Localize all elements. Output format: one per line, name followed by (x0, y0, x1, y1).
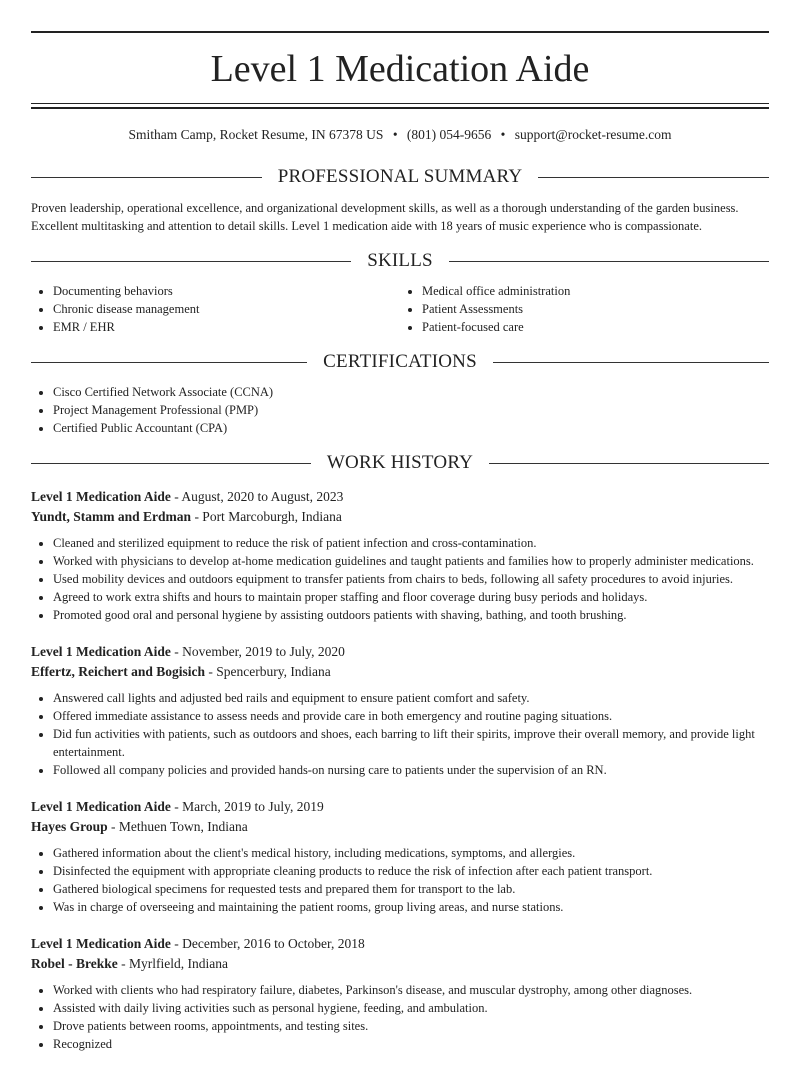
job-bullet: • Recognized (53, 1035, 769, 1053)
title-double-rule (31, 103, 769, 109)
job-title-line (31, 487, 769, 507)
job-bullets (31, 534, 769, 624)
job-bullet: • Followed all company policies and provided hands-on nursing care to patients under the supervision of an RN. (53, 761, 769, 779)
job-title-line (31, 797, 769, 817)
skills-column-right (400, 282, 769, 336)
divider-line (489, 463, 769, 464)
divider-line (31, 177, 262, 178)
section-title: CERTIFICATIONS (323, 351, 477, 372)
job-title: Level 1 Medication Aide (31, 936, 171, 951)
job-bullet: • Disinfected the equipment with appropriate cleaning products to reduce the risk of infection after each patient transport. (53, 862, 769, 880)
skill-item: • Documenting behaviors (53, 282, 400, 300)
job-title: Level 1 Medication Aide (31, 799, 171, 814)
job-bullet: • Promoted good oral and personal hygiene by assisting outdoors patients with shaving, bathing, and tooth brushing. (53, 606, 769, 624)
job-bullet: • Offered immediate assistance to assess needs and provide care in both emergency and routine paging situations. (53, 707, 769, 725)
divider-line (31, 362, 307, 363)
divider-line (538, 177, 769, 178)
section-title: PROFESSIONAL SUMMARY (277, 166, 523, 187)
certification-item: • Cisco Certified Network Associate (CCNA) (53, 383, 769, 401)
divider-line (493, 362, 769, 363)
job-bullets (31, 981, 769, 1053)
job-location: - Methuen Town, Indiana (107, 819, 248, 834)
job-dates: - December, 2016 to October, 2018 (170, 936, 365, 951)
job-entry (31, 487, 769, 624)
job-dates: - March, 2019 to July, 2019 (170, 799, 324, 814)
skills-column-left (31, 282, 400, 336)
skill-item: • Medical office administration (422, 282, 769, 300)
contact-line (31, 125, 769, 145)
divider-line (449, 261, 769, 262)
job-title: Level 1 Medication Aide (31, 644, 171, 659)
resume-page (0, 31, 800, 1053)
skill-item: • Patient Assessments (422, 300, 769, 318)
job-company-line (31, 954, 769, 974)
job-bullet: • Answered call lights and adjusted bed rails and equipment to ensure patient comfort and safety. (53, 689, 769, 707)
job-company-line (31, 662, 769, 682)
job-location: - Spencerbury, Indiana (204, 664, 331, 679)
skill-item: • Patient-focused care (422, 318, 769, 336)
job-bullets (31, 689, 769, 779)
contact-address: Smitham Camp, Rocket Resume, IN 67378 US (128, 127, 384, 142)
contact-phone: (801) 054-9656 (406, 127, 492, 142)
certifications-list (31, 383, 769, 437)
job-entry (31, 797, 769, 916)
job-bullet: • Cleaned and sterilized equipment to reduce the risk of patient infection and cross-contamination. (53, 534, 769, 552)
job-bullet: • Did fun activities with patients, such as outdoors and shoes, each barring to lift their spirits, improve their overall memory, and provide light entertainment. (53, 725, 769, 761)
job-company: Robel - Brekke (31, 956, 118, 971)
job-bullet: • Gathered information about the client's medical history, including medications, symptoms, and allergies. (53, 844, 769, 862)
job-bullet: • Worked with clients who had respiratory failure, diabetes, Parkinson's disease, and muscular dystrophy, among other diagnoses. (53, 981, 769, 999)
separator-dot: • (500, 127, 506, 142)
section-title: WORK HISTORY (326, 452, 474, 473)
job-bullet: • Gathered biological specimens for requested tests and prepared them for transport to the lab. (53, 880, 769, 898)
job-company: Effertz, Reichert and Bogisich (31, 664, 205, 679)
top-rule (31, 31, 769, 33)
skills-list (31, 282, 769, 336)
job-company-line (31, 507, 769, 527)
job-entry (31, 934, 769, 1053)
job-location: - Myrlfield, Indiana (117, 956, 228, 971)
section-heading-skills (31, 249, 769, 273)
separator-dot: • (392, 127, 398, 142)
job-dates: - August, 2020 to August, 2023 (170, 489, 344, 504)
section-heading-summary (31, 165, 769, 189)
certification-item: • Certified Public Accountant (CPA) (53, 419, 769, 437)
summary-text: Proven leadership, operational excellence, and organizational development skills, as well as a thorough understanding of the garden business. Excellent multitasking and attention to detail skills. Level 1 medication aide with 18 years of music experience who is compassionate. (31, 201, 739, 233)
job-company-line (31, 817, 769, 837)
job-title-line (31, 934, 769, 954)
contact-email: support@rocket-resume.com (514, 127, 672, 142)
job-location: - Port Marcoburgh, Indiana (191, 509, 342, 524)
job-company: Hayes Group (31, 819, 108, 834)
job-bullets (31, 844, 769, 916)
job-bullet: • Drove patients between rooms, appointments, and testing sites. (53, 1017, 769, 1035)
skill-item: • Chronic disease management (53, 300, 400, 318)
job-bullet: • Was in charge of overseeing and maintaining the patient rooms, group living areas, and nurse stations. (53, 898, 769, 916)
job-bullet: • Assisted with daily living activities such as personal hygiene, feeding, and ambulation. (53, 999, 769, 1017)
job-title: Level 1 Medication Aide (31, 489, 171, 504)
job-dates: - November, 2019 to July, 2020 (170, 644, 345, 659)
job-title-line (31, 642, 769, 662)
section-heading-certifications (31, 350, 769, 374)
skill-item: • EMR / EHR (53, 318, 400, 336)
job-bullet: • Agreed to work extra shifts and hours to maintain proper staffing and floor coverage during busy periods and holidays. (53, 588, 769, 606)
section-title: SKILLS (367, 250, 433, 271)
divider-line (31, 261, 351, 262)
divider-line (31, 463, 311, 464)
certification-item: • Project Management Professional (PMP) (53, 401, 769, 419)
section-heading-work-history (31, 451, 769, 475)
job-company: Yundt, Stamm and Erdman (31, 509, 192, 524)
job-bullet: • Worked with physicians to develop at-home medication guidelines and taught patients and families how to properly administer medications. (53, 552, 769, 570)
job-entry (31, 642, 769, 779)
resume-title: Level 1 Medication Aide (210, 48, 590, 90)
job-bullet: • Used mobility devices and outdoors equipment to transfer patients from chairs to beds, following all safety procedures to avoid injuries. (53, 570, 769, 588)
